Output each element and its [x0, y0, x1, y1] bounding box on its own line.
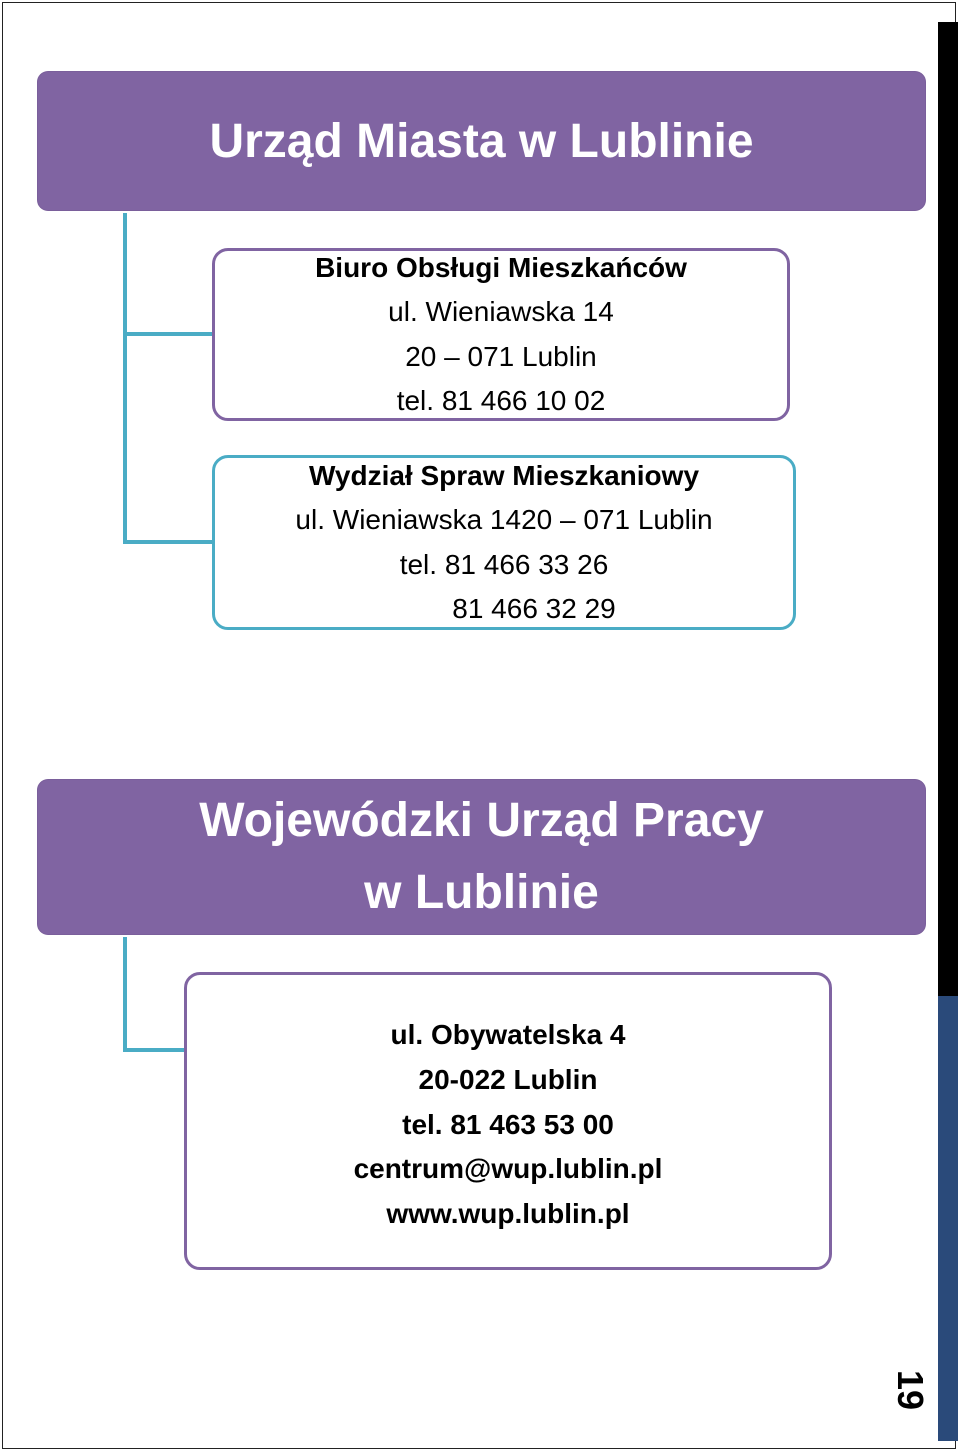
connector-branch-2a: [123, 1048, 186, 1052]
office-name: Wydział Spraw Mieszkaniowy: [308, 459, 700, 491]
connector-vertical-1: [123, 213, 127, 544]
office-phone: 81 466 32 29: [452, 593, 616, 624]
office-box-biuro-obslugi: [212, 248, 790, 421]
office-address-line: 20 – 071 Lublin: [405, 340, 597, 372]
side-bar-black: [938, 22, 958, 996]
section-header-wojewodzki-urzad-pracy: [38, 780, 925, 934]
office-phone: tel. 81 466 10 02: [396, 385, 606, 416]
connector-branch-1a: [123, 332, 214, 336]
page-number: 19: [890, 1369, 931, 1411]
office-phone: tel. 81 463 53 00: [402, 1108, 614, 1140]
office-address-line: ul. Obywatelska 4: [390, 1019, 626, 1051]
section-title: Urząd Miasta w Lublinie: [209, 114, 754, 168]
office-address-line: ul. Wieniawska 1420 – 071 Lublin: [295, 504, 713, 535]
office-email[interactable]: centrum@wup.lublin.pl: [353, 1153, 663, 1185]
section-title-line: w Lublinie: [364, 866, 599, 919]
office-address-line: 20-022 Lublin: [418, 1063, 598, 1095]
office-name: Biuro Obsługi Mieszkańców: [315, 251, 687, 283]
side-bar-blue: [938, 996, 958, 1441]
section-header-urzad-miasta: [38, 72, 925, 210]
office-box-wydzial-spraw: [212, 455, 796, 630]
connector-vertical-2: [123, 937, 127, 1052]
section-title-line: Wojewódzki Urząd Pracy: [199, 794, 764, 847]
office-box-wup: [184, 972, 832, 1270]
office-address-line: ul. Wieniawska 14: [388, 296, 614, 327]
office-phone: tel. 81 466 33 26: [399, 548, 609, 580]
office-website[interactable]: www.wup.lublin.pl: [386, 1198, 630, 1230]
connector-branch-1b: [123, 540, 214, 544]
